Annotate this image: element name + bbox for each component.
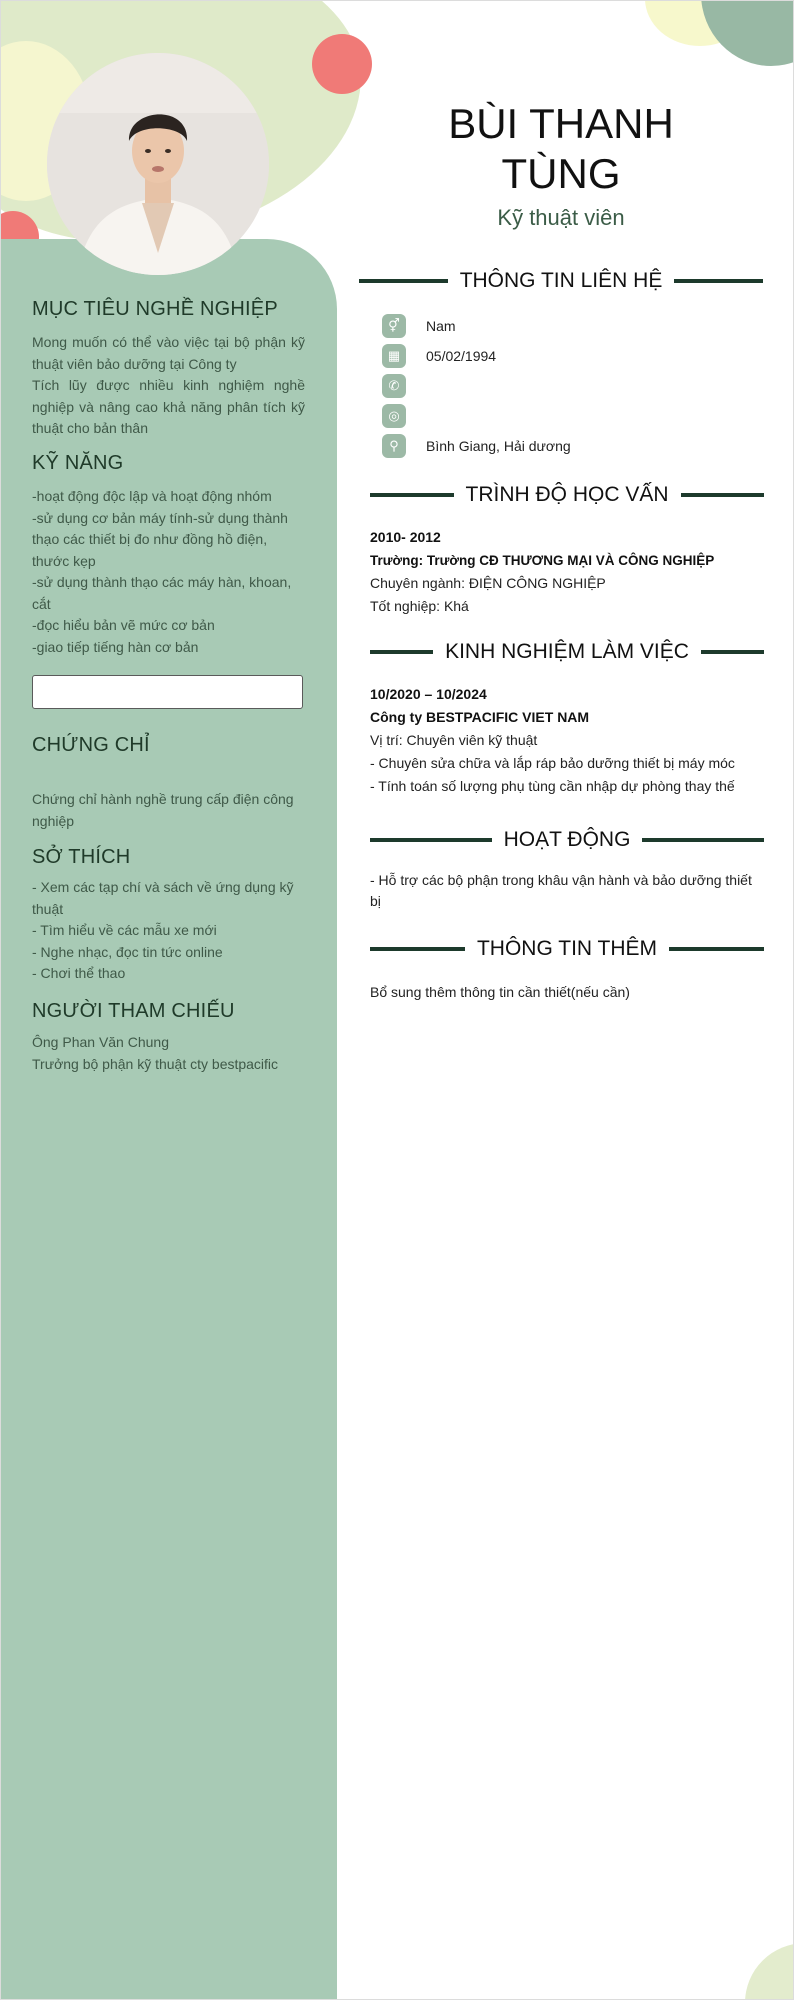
job-title: Kỹ thuật viên	[497, 205, 625, 230]
skill-item: -hoạt động độc lập và hoạt động nhóm	[32, 488, 272, 504]
certificates-section	[32, 735, 305, 757]
education-heading	[370, 483, 764, 507]
heading-rule	[370, 947, 465, 951]
skills-section	[32, 453, 305, 475]
additional-text: Bổ sung thêm thông tin cần thiết(nếu cần)	[370, 984, 630, 1000]
skill-item: -sử dụng cơ bản máy tính-sử dụng thành thạo các thiết bị đo như đồng hồ điện, thước kẹp	[32, 509, 288, 569]
whatsapp-icon: ✆	[382, 374, 406, 398]
objective-body	[32, 332, 305, 440]
candidate-name	[391, 99, 731, 199]
contact-gender	[382, 314, 456, 338]
contact-heading	[359, 269, 763, 293]
hobby-item: - Tìm hiểu về các mẫu xe mới	[32, 922, 217, 938]
experience-body	[370, 683, 766, 798]
skill-item: -đọc hiểu bản vẽ mức cơ bản	[32, 617, 215, 633]
gender-value: Nam	[426, 318, 456, 334]
education-school: Trường: Trường CĐ THƯƠNG MẠI VÀ CÔNG NGHIỆP	[370, 553, 715, 568]
objective-section	[32, 299, 305, 321]
education-body	[370, 526, 766, 618]
reference-position: Trưởng bộ phận kỹ thuật cty bestpacific	[32, 1055, 279, 1072]
references-body	[32, 1032, 305, 1075]
hobby-item: - Xem các tạp chí và sách về ứng dụng kỹ thuật	[32, 879, 294, 917]
additional-title: THÔNG TIN THÊM	[476, 937, 658, 960]
contact-email	[382, 404, 426, 428]
birthday-value: 05/02/1994	[426, 348, 497, 364]
gender-icon: ⚥	[382, 314, 406, 338]
references-section	[32, 1001, 305, 1023]
location-icon: ⚲	[382, 434, 406, 458]
skills-title: KỸ NĂNG	[32, 452, 124, 474]
skill-item: -sử dụng thành thạo các máy hàn, khoan, cắt	[32, 574, 292, 612]
activities-title: HOẠT ĐỘNG	[503, 828, 631, 851]
objective-text-2: Tích lũy được nhiều kinh nghiệm nghề nghiệp và nâng cao khả năng phân tích kỹ thuật cho bản thân	[32, 377, 305, 436]
heading-rule	[681, 493, 765, 497]
decor-blob-bottom	[745, 1943, 794, 2000]
skill-input-field[interactable]	[32, 675, 303, 709]
education-title: TRÌNH ĐỘ HỌC VẤN	[465, 483, 669, 506]
experience-period: 10/2020 – 10/2024	[370, 686, 487, 702]
avatar	[47, 53, 269, 275]
heading-rule	[674, 279, 763, 283]
education-major: Chuyên ngành: ĐIỆN CÔNG NGHIỆP	[370, 575, 606, 591]
references-title: NGƯỜI THAM CHIẾU	[32, 1000, 235, 1022]
heading-rule	[370, 650, 433, 654]
additional-body	[370, 981, 766, 1004]
activities-body	[370, 870, 766, 912]
heading-rule	[359, 279, 448, 283]
skill-item: -giao tiếp tiếng hàn cơ bản	[32, 638, 199, 655]
calendar-icon: ▦	[382, 344, 406, 368]
name-line-2: TÙNG	[501, 150, 621, 197]
contact-title: THÔNG TIN LIÊN HỆ	[459, 269, 663, 292]
activities-heading	[370, 828, 764, 852]
heading-rule	[701, 650, 764, 654]
decor-circle-coral	[312, 34, 372, 94]
activities-text: - Hỗ trợ các bộ phận trong khâu vận hành và bảo dưỡng thiết bị	[370, 872, 752, 909]
objective-title: MỤC TIÊU NGHỀ NGHIỆP	[32, 298, 278, 320]
name-line-1: BÙI THANH	[448, 100, 674, 147]
experience-position: Vị trí: Chuyên viên kỹ thuật	[370, 732, 538, 748]
hobby-item: - Chơi thể thao	[32, 965, 126, 981]
heading-rule	[669, 947, 764, 951]
address-value: Bình Giang, Hải dương	[426, 438, 571, 454]
hobbies-section	[32, 847, 305, 869]
experience-title: KINH NGHIỆM LÀM VIỆC	[445, 640, 689, 663]
hobby-item: - Nghe nhạc, đọc tin tức online	[32, 943, 223, 960]
certificates-title: CHỨNG CHỈ	[32, 734, 150, 756]
contact-phone	[382, 374, 426, 398]
experience-duty: - Tính toán số lượng phụ tùng cần nhập dự phòng thay thế	[370, 778, 735, 794]
target-icon: ◎	[382, 404, 406, 428]
avatar-photo	[47, 53, 269, 275]
heading-rule	[370, 838, 492, 842]
hobbies-title: SỞ THÍCH	[32, 846, 131, 868]
certificate-text: Chứng chỉ hành nghề trung cấp điện công nghiệp	[32, 791, 294, 829]
skills-list	[32, 486, 305, 658]
experience-company: Công ty BESTPACIFIC VIET NAM	[370, 709, 590, 725]
experience-heading	[370, 640, 764, 664]
education-years: 2010- 2012	[370, 529, 441, 545]
certificates-body	[32, 789, 305, 832]
reference-name: Ông Phan Văn Chung	[32, 1034, 169, 1050]
decor-blob-green	[701, 0, 794, 66]
experience-duty: - Chuyên sửa chữa và lắp ráp bảo dưỡng thiết bị máy móc	[370, 755, 735, 771]
heading-rule	[370, 493, 454, 497]
heading-rule	[642, 838, 764, 842]
contact-birthday	[382, 344, 496, 368]
objective-text-1: Mong muốn có thể vào việc tại bộ phận kỹ thuật viên bảo dưỡng tại Công ty	[32, 334, 305, 372]
hobbies-list	[32, 877, 305, 985]
contact-address	[382, 434, 571, 458]
additional-heading	[370, 937, 764, 961]
education-grade: Tốt nghiệp: Khá	[370, 598, 469, 614]
